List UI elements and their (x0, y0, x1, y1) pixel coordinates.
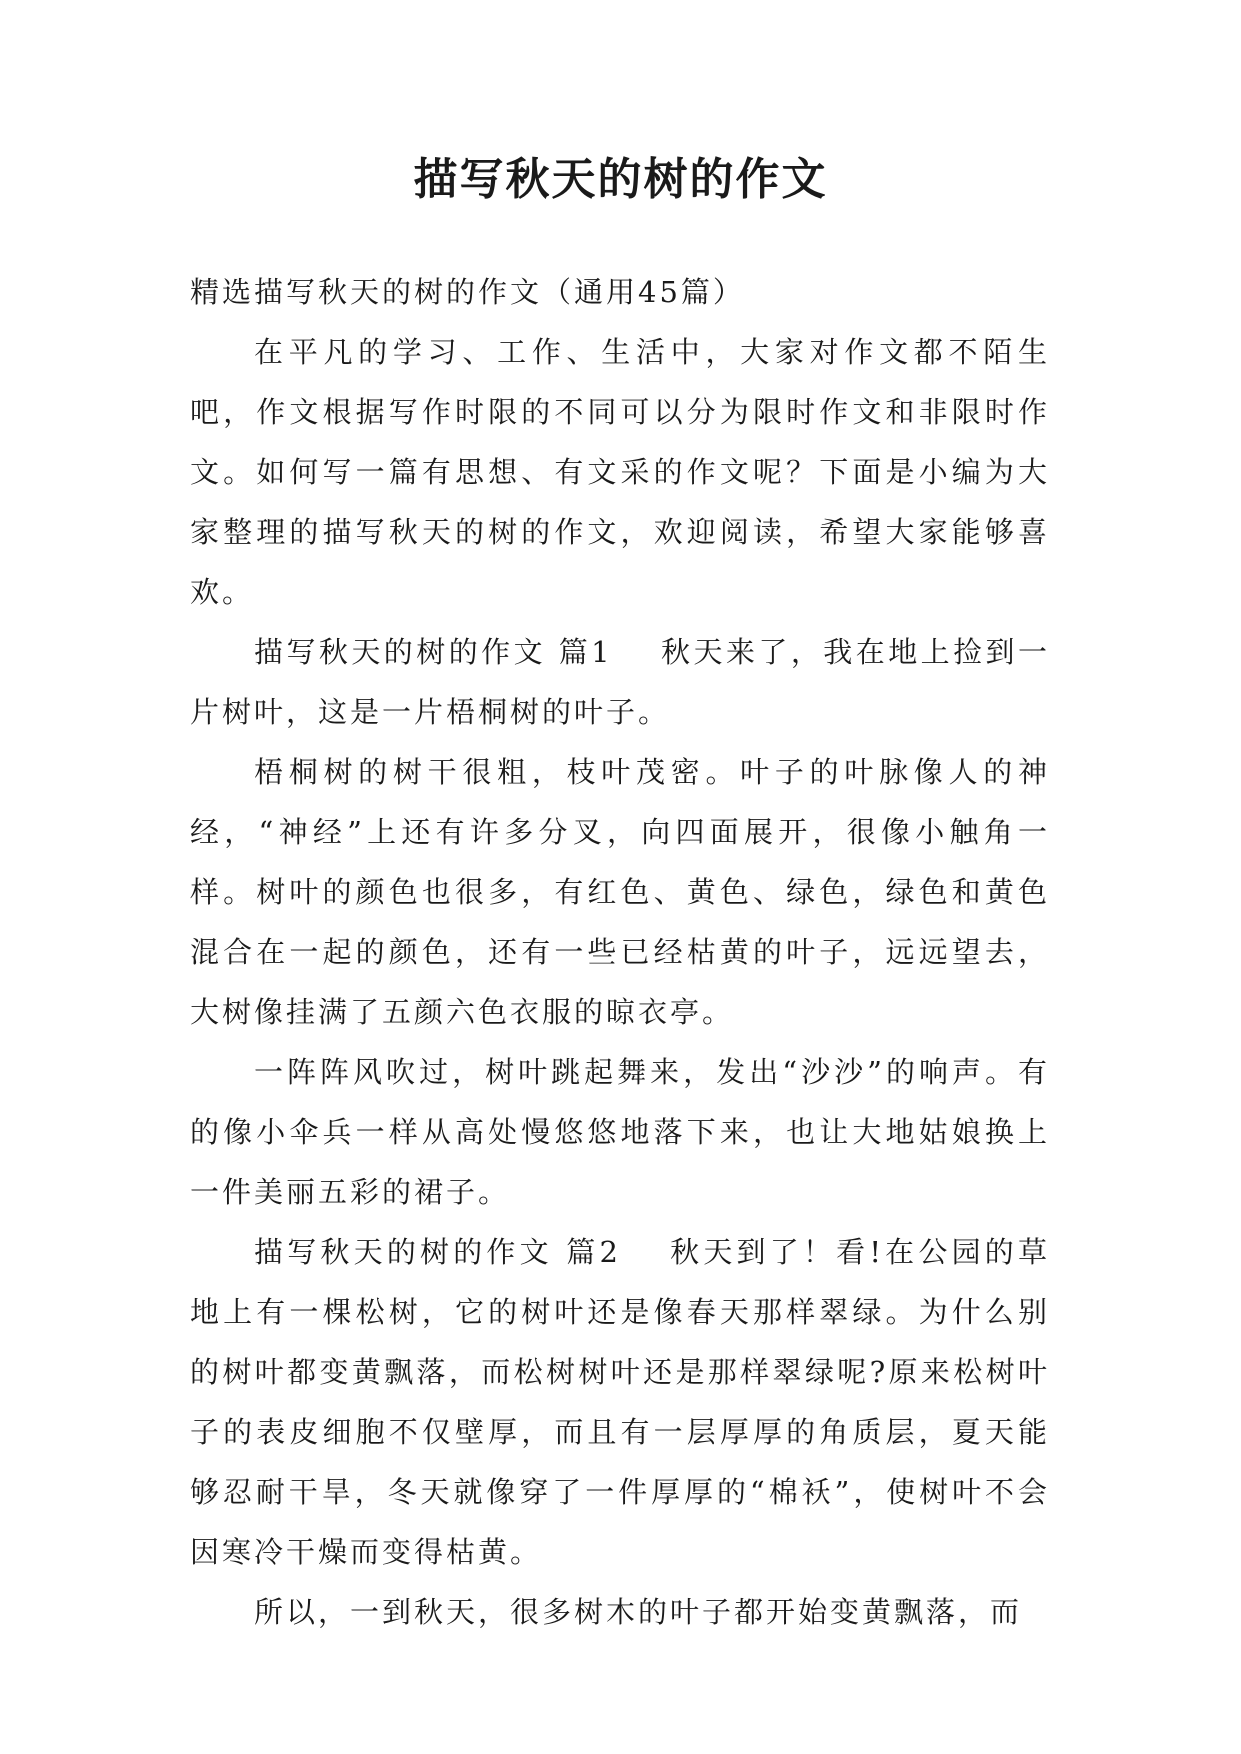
document-title: 描写秋天的树的作文 (413, 154, 828, 205)
document-body (190, 262, 1050, 1642)
essay2-paragraph-2: 所以，一到秋天，很多树木的叶子都开始变黄飘落，而 (254, 1595, 1023, 1629)
essay1-heading: 描写秋天的树的作文 篇1 (254, 635, 613, 669)
document-subtitle: 精选描写秋天的树的作文（通用45篇） (190, 275, 745, 309)
essay2-heading: 描写秋天的树的作文 篇2 (254, 1235, 621, 1269)
intro-paragraph: 在平凡的学习、工作、生活中，大家对作文都不陌生吧，作文根据写作时限的不同可以分为限时作文和非限时作文。如何写一篇有思想、有文采的作文呢？下面是小编为大家整理的描写秋天的树的作文，欢迎阅读，希望大家能够喜欢。 (190, 335, 1050, 609)
essay1-paragraph-2: 梧桐树的树干很粗，枝叶茂密。叶子的叶脉像人的神经，“神经”上还有许多分叉，向四面展开，很像小触角一样。树叶的颜色也很多，有红色、黄色、绿色，绿色和黄色混合在一起的颜色，还有一些已经枯黄的叶子，远远望去，大树像挂满了五颜六色衣服的晾衣亭。 (190, 755, 1050, 1029)
essay2-first-paragraph (190, 1222, 1050, 1582)
essay1-lead-text: 秋天来了，我在地上捡到一片树叶，这是一片梧桐树的叶子。 (190, 635, 1050, 729)
essay1-first-paragraph (190, 622, 1050, 742)
essay1-paragraph-3: 一阵阵风吹过，树叶跳起舞来，发出“沙沙”的响声。有的像小伞兵一样从高处慢悠悠地落下来，也让大地姑娘换上一件美丽五彩的裙子。 (190, 1055, 1050, 1209)
essay2-lead-text: 秋天到了！看!在公园的草地上有一棵松树，它的树叶还是像春天那样翠绿。为什么别的树叶都变黄飘落，而松树树叶还是那样翠绿呢?原来松树叶子的表皮细胞不仅壁厚，而且有一层厚厚的角质层，夏天能够忍耐干旱，冬天就像穿了一件厚厚的“棉袄”，使树叶不会因寒冷干燥而变得枯黄。 (190, 1235, 1050, 1569)
